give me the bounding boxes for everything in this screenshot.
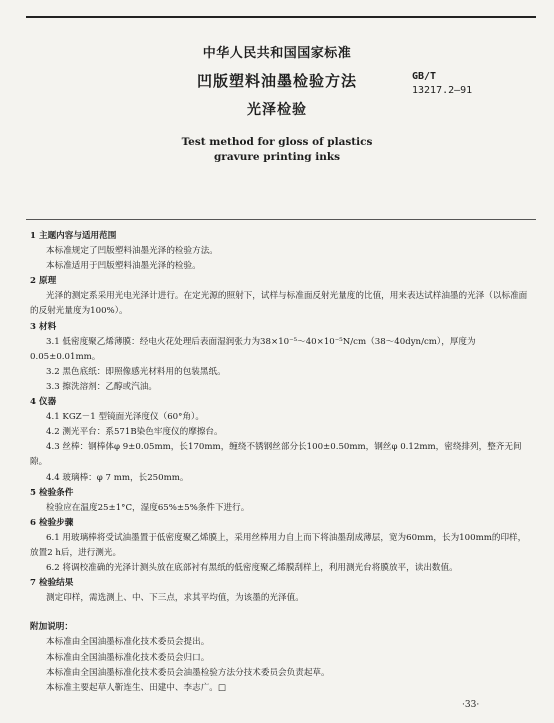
national-standard-label: 中华人民共和国国家标准 — [202, 46, 352, 61]
notes-heading: 附加说明： — [30, 622, 73, 633]
section-4-line-1: 4.1 KGZ－1 型镜面光泽度仪（60°角）。 — [46, 412, 204, 423]
section-3-heading: 3 材料 — [30, 321, 57, 332]
notes-line-1: 本标准由全国油墨标准化技术委员会提出。 — [46, 637, 210, 648]
section-7-line-1: 测定印样，需选测上、中、下三点，求其平均值，为该墨的光泽值。 — [46, 593, 304, 604]
page-number: ·33· — [462, 700, 480, 710]
section-2-heading: 2 原理 — [30, 276, 57, 287]
standard-number: 13217.2—91 — [412, 85, 473, 96]
section-1-line-2: 本标准适用于凹版塑料油墨光泽的检验。 — [46, 261, 201, 272]
standard-code-block — [412, 70, 472, 98]
header-divider — [26, 219, 536, 220]
section-4-heading: 4 仪器 — [30, 397, 57, 408]
section-3-line-2: 3.2 黑色底纸：即照像感光材料用的包装黑纸。 — [46, 366, 226, 377]
top-rule — [26, 16, 536, 18]
document-subtitle: 光泽检验 — [247, 102, 307, 118]
section-3-line-3: 3.3 擦洗溶剂：乙醇或汽油。 — [46, 381, 157, 392]
notes-line-2: 本标准由全国油墨标准化技术委员会归口。 — [46, 652, 210, 663]
english-title-line2: gravure printing inks — [213, 151, 341, 163]
section-5-line-1: 检验应在温度25±1°C，湿度65%±5%条件下进行。 — [46, 502, 250, 513]
section-4-line-3: 4.3 丝棒：钢棒体φ 9±0.05mm，长170mm，缠绕不锈钢丝部分长100±0.50mm，钢丝φ 0.12mm，密绕排列，整齐无间隙。 — [30, 442, 522, 468]
additional-notes — [30, 620, 532, 695]
section-1-line-1: 本标准规定了凹版塑料油墨光泽的检验方法。 — [46, 246, 218, 257]
standard-code: GB/T — [412, 71, 437, 82]
section-3-line-1: 3.1 低密度聚乙烯薄膜：经电火花处理后表面湿润张力为38×10⁻⁵～40×10⁻⁵N/cm（38～40dyn/cm），厚度为0.05±0.01mm。 — [30, 336, 476, 362]
section-4-line-2: 4.2 测光平台：系571B染色牢度仪的摩擦台。 — [46, 427, 223, 438]
section-1-heading: 1 主题内容与适用范围 — [30, 231, 117, 241]
section-5-heading: 5 检验条件 — [30, 487, 74, 498]
english-title-line1: Test method for gloss of plastics — [181, 136, 373, 148]
section-6-line-2: 6.2 将调校准确的光泽计测头放在底部衬有黑纸的低密度聚乙烯膜刮样上，利用测光台将膜放平，读出数值。 — [46, 563, 458, 574]
section-2-line-1: 光泽的测定系采用光电光泽计进行。在定光源的照射下，试样与标准面反射光量度的比值，用来表达试样油墨的光泽（以标准面的反射光量度为100%）。 — [30, 291, 528, 317]
section-4-line-4: 4.4 玻璃棒：φ 7 mm，长250mm。 — [46, 472, 189, 483]
section-6-line-1: 6.1 用玻璃棒将受试油墨置于低密度聚乙烯膜上，采用丝棒用力自上而下将油墨刮成薄层，宽为60mm，长为100mm的印样，放置2 h后，进行测光。 — [30, 532, 527, 558]
section-6-heading: 6 检验步骤 — [30, 517, 74, 528]
notes-line-3: 本标准由全国油墨标准化技术委员会油墨检验方法分技术委员会负责起草。 — [46, 667, 330, 678]
notes-line-4: 本标准主要起草人靳连生、田建中、李志广。□ — [46, 682, 226, 693]
section-7-heading: 7 检验结果 — [30, 578, 74, 589]
document-body — [30, 229, 532, 696]
document-title: 凹版塑料油墨检验方法 — [196, 72, 357, 90]
